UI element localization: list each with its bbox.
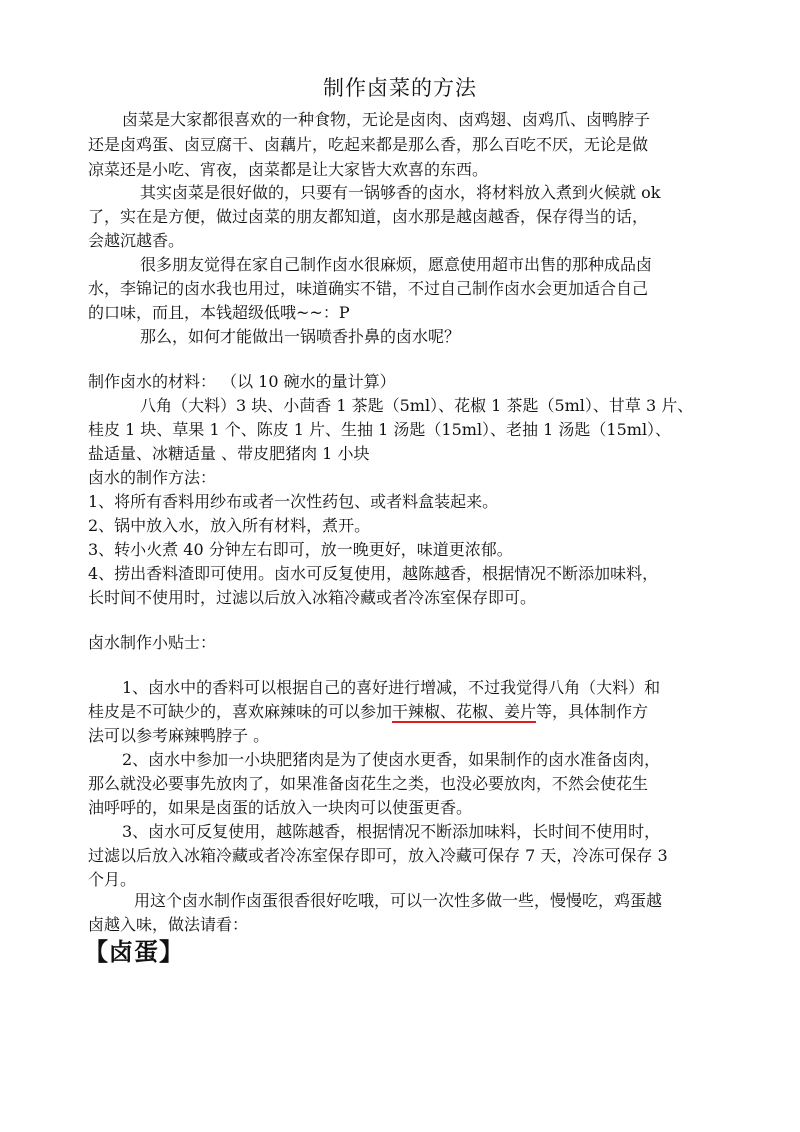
- step-line: 2、锅中放入水，放入所有材料，煮开。: [88, 516, 371, 535]
- section-heading: 卤水的制作方法：: [88, 468, 217, 487]
- paragraph-line: 的口味，而且，本钱超级低哦~~：P: [88, 303, 350, 322]
- paragraph-line: 会越沉越香。: [88, 231, 185, 250]
- ingredient-line: 盐适量、冰糖适量 、带皮肥猪肉 1 小块: [88, 444, 370, 463]
- paragraph-line: 了，实在是方便，做过卤菜的朋友都知道，卤水那是越卤越香，保存得当的话，: [88, 207, 649, 226]
- tip-text: 等，具体制作方: [536, 702, 649, 721]
- tip-line: 个月。: [88, 870, 137, 889]
- tip-line: 油呼呼的，如果是卤蛋的话放入一块肉可以使蛋更香。: [88, 798, 473, 817]
- section-heading-lu-dan: 【卤蛋】: [84, 937, 184, 966]
- paragraph-line: 卤越入味，做法请看：: [88, 915, 249, 934]
- tip-line: 那么就没必要事先放肉了，如果准备卤花生之类，也没必要放肉，不然会使花生: [88, 774, 649, 793]
- paragraph-line: 用这个卤水制作卤蛋很香很好吃哦，可以一次性多做一些，慢慢吃，鸡蛋越: [134, 891, 663, 910]
- section-heading: 制作卤水的材料： （以 10 碗水的量计算）: [88, 372, 396, 391]
- ingredient-line: 八角（大料）3 块、小茴香 1 茶匙（5ml）、花椒 1 茶匙（5ml）、甘草 3 片、: [140, 396, 694, 415]
- tip-line: 过滤以后放入冰箱冷藏或者冷冻室保存即可，放入冷藏可保存 7 天，冷冻可保存 3: [88, 846, 668, 865]
- paragraph-line: 那么，如何才能做出一锅喷香扑鼻的卤水呢？: [140, 327, 461, 346]
- tip-text: 桂皮是不可缺少的，喜欢麻辣味的可以参加: [88, 702, 393, 721]
- paragraph-line: 其实卤菜是很好做的，只要有一锅够香的卤水，将材料放入煮到火候就 ok: [140, 183, 661, 202]
- tip-line: 2、卤水中参加一小块肥猪肉是为了使卤水更香，如果制作的卤水准备卤肉，: [122, 750, 661, 769]
- step-line: 1、将所有香料用纱布或者一次性药包、或者料盒装起来。: [88, 492, 499, 511]
- tip-line: 法可以参考麻辣鸭脖子 。: [88, 726, 270, 745]
- tip-line: 1、卤水中的香料可以根据自己的喜好进行增减，不过我觉得八角（大料）和: [122, 678, 661, 697]
- paragraph-line: 还是卤鸡蛋、卤豆腐干、卤藕片，吃起来都是那么香，那么百吃不厌，无论是做: [88, 135, 649, 154]
- paragraph-line: 水，李锦记的卤水我也用过，味道确实不错，不过自己制作卤水会更加适合自己: [88, 279, 649, 298]
- paragraph-line: 凉菜还是小吃、宵夜，卤菜都是让大家皆大欢喜的东西。: [88, 160, 489, 179]
- step-line: 4、捞出香料渣即可使用。卤水可反复使用，越陈越香，根据情况不断添加味料，: [88, 564, 659, 583]
- section-heading: 卤水制作小贴士：: [88, 633, 217, 652]
- step-line: 3、转小火煮 40 分钟左右即可，放一晚更好，味道更浓郁。: [88, 540, 513, 559]
- underlined-spices: 干辣椒、花椒、姜片: [392, 702, 537, 721]
- paragraph-line: 很多朋友觉得在家自己制作卤水很麻烦，愿意使用超市出售的那种成品卤: [140, 255, 653, 274]
- tip-line: 3、卤水可反复使用，越陈越香，根据情况不断添加味料，长时间不使用时，: [122, 822, 661, 841]
- ingredient-line: 桂皮 1 块、草果 1 个、陈皮 1 片、生抽 1 汤匙（15ml）、老抽 1 汤匙（15ml）、: [88, 420, 672, 439]
- step-line: 长时间不使用时，过滤以后放入冰箱冷藏或者冷冻室保存即可。: [88, 588, 537, 607]
- paragraph-line: 卤菜是大家都很喜欢的一种食物，无论是卤肉、卤鸡翅、卤鸡爪、卤鸭脖子: [122, 110, 651, 129]
- page-title: 制作卤菜的方法: [323, 76, 477, 100]
- tip-line: [88, 700, 648, 724]
